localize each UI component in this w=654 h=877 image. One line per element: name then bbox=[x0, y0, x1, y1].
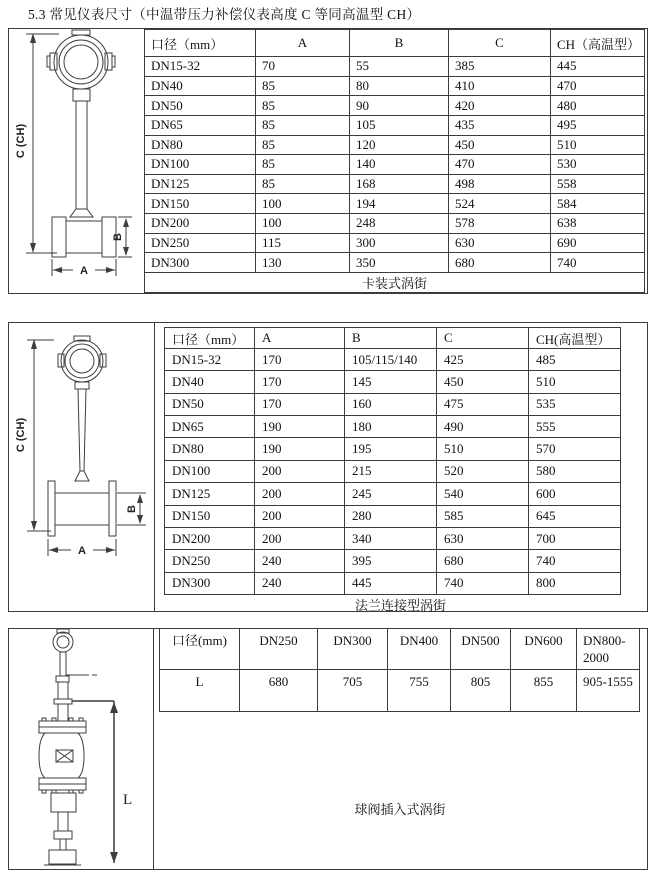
table-row bbox=[165, 550, 621, 572]
table-cell: 600 bbox=[529, 483, 621, 505]
flange-type-label: 法兰连接型涡街 bbox=[354, 598, 446, 613]
table-cell: DN50 bbox=[145, 96, 256, 116]
clamp-dimensions-table bbox=[144, 29, 645, 293]
table-cell: 340 bbox=[345, 527, 437, 549]
table-cell: DN50 bbox=[165, 393, 255, 415]
table-cell: DN200 bbox=[145, 214, 256, 234]
table-cell: 194 bbox=[350, 194, 449, 214]
table-cell: 570 bbox=[529, 438, 621, 460]
table-cell: 130 bbox=[256, 253, 350, 273]
column-header: DN600 bbox=[511, 629, 577, 670]
column-header: DN500 bbox=[451, 629, 511, 670]
table-cell: DN125 bbox=[165, 483, 255, 505]
header-row bbox=[160, 629, 640, 670]
table-cell: DN40 bbox=[145, 76, 256, 96]
table-row bbox=[165, 483, 621, 505]
table-cell: 85 bbox=[256, 155, 350, 175]
table-row bbox=[165, 393, 621, 415]
table-cell: 190 bbox=[255, 416, 345, 438]
table-cell: 855 bbox=[511, 670, 577, 712]
column-header: DN800-2000 bbox=[577, 629, 640, 670]
section-flange-type bbox=[8, 322, 648, 612]
table-cell: 905-1555 bbox=[577, 670, 640, 712]
table-row bbox=[145, 214, 645, 234]
insertion-dimensions-table bbox=[159, 628, 640, 712]
table-cell: L bbox=[160, 670, 240, 712]
table-cell: 755 bbox=[388, 670, 451, 712]
table-cell: 470 bbox=[551, 76, 645, 96]
table-cell: 200 bbox=[255, 505, 345, 527]
table-cell: 280 bbox=[345, 505, 437, 527]
table-cell: 630 bbox=[437, 527, 529, 549]
table-row bbox=[145, 233, 645, 253]
table-cell: 248 bbox=[350, 214, 449, 234]
dim-label-b: B bbox=[126, 505, 138, 513]
table-cell: 240 bbox=[255, 550, 345, 572]
section-divider bbox=[153, 629, 154, 869]
column-header: DN400 bbox=[388, 629, 451, 670]
table-cell: 535 bbox=[529, 393, 621, 415]
table-cell: 445 bbox=[551, 57, 645, 77]
table-footer-row bbox=[145, 273, 645, 293]
table-cell: 510 bbox=[551, 135, 645, 155]
table-cell: DN250 bbox=[145, 233, 256, 253]
table-cell: 445 bbox=[345, 572, 437, 594]
table-row bbox=[145, 57, 645, 77]
table-row bbox=[145, 115, 645, 135]
table-cell: 190 bbox=[255, 438, 345, 460]
column-header: 口径（mm） bbox=[145, 30, 256, 57]
table-row bbox=[165, 572, 621, 594]
dim-label-b: B bbox=[112, 233, 124, 241]
table-cell: 55 bbox=[350, 57, 449, 77]
table-row bbox=[165, 527, 621, 549]
column-header: A bbox=[256, 30, 350, 57]
dim-label-a: A bbox=[80, 265, 88, 277]
insertion-vortex-flowmeter-drawing bbox=[9, 629, 153, 869]
dim-label-c-ch: C (CH) bbox=[15, 417, 27, 453]
table-cell: 435 bbox=[449, 115, 551, 135]
insertion-type-label: 球阀插入式涡街 bbox=[354, 802, 446, 817]
table-row bbox=[145, 194, 645, 214]
table-cell: 530 bbox=[551, 155, 645, 175]
table-cell: 645 bbox=[529, 505, 621, 527]
table-cell: DN150 bbox=[165, 505, 255, 527]
table-cell: 495 bbox=[551, 115, 645, 135]
table-cell: 410 bbox=[449, 76, 551, 96]
table-cell: 350 bbox=[350, 253, 449, 273]
table-cell: 85 bbox=[256, 135, 350, 155]
table-cell: 420 bbox=[449, 96, 551, 116]
table-cell: 180 bbox=[345, 416, 437, 438]
table-cell: 160 bbox=[345, 393, 437, 415]
table-cell: 805 bbox=[451, 670, 511, 712]
table-cell: 100 bbox=[256, 214, 350, 234]
table-cell: 395 bbox=[345, 550, 437, 572]
table-cell: 740 bbox=[437, 572, 529, 594]
table-cell: DN200 bbox=[165, 527, 255, 549]
column-header: A bbox=[255, 328, 345, 349]
table-cell: 740 bbox=[551, 253, 645, 273]
header-row bbox=[145, 30, 645, 57]
table-cell: 524 bbox=[449, 194, 551, 214]
table-row bbox=[165, 416, 621, 438]
table-cell: 240 bbox=[255, 572, 345, 594]
clamp-vortex-flowmeter-drawing bbox=[9, 29, 144, 293]
table-cell: DN100 bbox=[165, 460, 255, 482]
table-cell: 578 bbox=[449, 214, 551, 234]
column-header: B bbox=[350, 30, 449, 57]
table-cell: DN150 bbox=[145, 194, 256, 214]
table-cell: 510 bbox=[437, 438, 529, 460]
table-cell: 580 bbox=[529, 460, 621, 482]
table-row bbox=[145, 155, 645, 175]
table-cell: 425 bbox=[437, 349, 529, 371]
table-cell: 300 bbox=[350, 233, 449, 253]
column-header: CH(高温型） bbox=[529, 328, 621, 349]
table-row bbox=[165, 460, 621, 482]
table-cell: DN300 bbox=[145, 253, 256, 273]
table-cell: 680 bbox=[437, 550, 529, 572]
table-cell: 90 bbox=[350, 96, 449, 116]
table-cell: 170 bbox=[255, 371, 345, 393]
table-cell: 540 bbox=[437, 483, 529, 505]
table-cell: DN125 bbox=[145, 174, 256, 194]
section-clamp-type bbox=[8, 28, 648, 294]
table-cell: 705 bbox=[318, 670, 388, 712]
table-cell: 385 bbox=[449, 57, 551, 77]
table-cell: 490 bbox=[437, 416, 529, 438]
table-cell: 120 bbox=[350, 135, 449, 155]
table-row bbox=[145, 253, 645, 273]
table-cell: 498 bbox=[449, 174, 551, 194]
table-cell: DN300 bbox=[165, 572, 255, 594]
flange-vortex-flowmeter-drawing bbox=[9, 323, 154, 611]
table-cell: 85 bbox=[256, 115, 350, 135]
table-row bbox=[165, 438, 621, 460]
table-row bbox=[165, 349, 621, 371]
table-cell: 638 bbox=[551, 214, 645, 234]
table-cell: DN65 bbox=[145, 115, 256, 135]
table-cell: 555 bbox=[529, 416, 621, 438]
table-cell: 215 bbox=[345, 460, 437, 482]
table-cell: 480 bbox=[551, 96, 645, 116]
table-cell: 450 bbox=[449, 135, 551, 155]
table-cell: 680 bbox=[449, 253, 551, 273]
table-cell: 195 bbox=[345, 438, 437, 460]
table-cell: 115 bbox=[256, 233, 350, 253]
section-divider bbox=[154, 323, 155, 611]
table-cell: 200 bbox=[255, 527, 345, 549]
column-header: CH（高温型） bbox=[551, 30, 645, 57]
table-cell: 700 bbox=[529, 527, 621, 549]
table-cell: DN65 bbox=[165, 416, 255, 438]
table-cell: 690 bbox=[551, 233, 645, 253]
table-row bbox=[145, 135, 645, 155]
table-cell: 584 bbox=[551, 194, 645, 214]
table-row bbox=[160, 670, 640, 712]
table-cell: 680 bbox=[240, 670, 318, 712]
table-cell: 100 bbox=[256, 194, 350, 214]
column-header: B bbox=[345, 328, 437, 349]
table-cell: 85 bbox=[256, 174, 350, 194]
table-cell: 630 bbox=[449, 233, 551, 253]
column-header: DN250 bbox=[240, 629, 318, 670]
table-cell: 470 bbox=[449, 155, 551, 175]
table-row bbox=[145, 174, 645, 194]
table-cell: DN15-32 bbox=[145, 57, 256, 77]
table-cell: 475 bbox=[437, 393, 529, 415]
dim-label-a: A bbox=[78, 545, 86, 557]
table-cell: 85 bbox=[256, 96, 350, 116]
table-cell: 585 bbox=[437, 505, 529, 527]
table-row bbox=[145, 96, 645, 116]
column-header: C bbox=[437, 328, 529, 349]
table-cell: DN100 bbox=[145, 155, 256, 175]
table-cell: 105 bbox=[350, 115, 449, 135]
table-cell: DN80 bbox=[145, 135, 256, 155]
table-cell: DN15-32 bbox=[165, 349, 255, 371]
table-cell: 70 bbox=[256, 57, 350, 77]
table-cell: 450 bbox=[437, 371, 529, 393]
column-header: DN300 bbox=[318, 629, 388, 670]
table-cell: 140 bbox=[350, 155, 449, 175]
table-cell: DN250 bbox=[165, 550, 255, 572]
table-cell: 200 bbox=[255, 483, 345, 505]
column-header: 口径(mm) bbox=[160, 629, 240, 670]
table-cell: 520 bbox=[437, 460, 529, 482]
table-cell: 245 bbox=[345, 483, 437, 505]
table-cell: 105/115/140 bbox=[345, 349, 437, 371]
table-row bbox=[165, 505, 621, 527]
clamp-type-label: 卡装式涡街 bbox=[145, 273, 645, 293]
table-cell: 85 bbox=[256, 76, 350, 96]
table-cell: 170 bbox=[255, 349, 345, 371]
table-cell: 485 bbox=[529, 349, 621, 371]
flange-dimensions-table bbox=[164, 327, 621, 595]
page-title: 5.3 常见仪表尺寸（中温带压力补偿仪表高度 C 等同高温型 CH） bbox=[28, 7, 421, 22]
dim-label-l: L bbox=[123, 792, 133, 808]
table-cell: DN40 bbox=[165, 371, 255, 393]
dim-label-c-ch: C (CH) bbox=[15, 123, 27, 159]
table-cell: 145 bbox=[345, 371, 437, 393]
column-header: C bbox=[449, 30, 551, 57]
table-cell: 168 bbox=[350, 174, 449, 194]
section-insertion-type bbox=[8, 628, 648, 870]
table-cell: DN80 bbox=[165, 438, 255, 460]
table-cell: 510 bbox=[529, 371, 621, 393]
table-cell: 170 bbox=[255, 393, 345, 415]
table-cell: 80 bbox=[350, 76, 449, 96]
header-row bbox=[165, 328, 621, 349]
table-cell: 200 bbox=[255, 460, 345, 482]
table-row bbox=[145, 76, 645, 96]
table-cell: 740 bbox=[529, 550, 621, 572]
column-header: 口径（mm） bbox=[165, 328, 255, 349]
table-row bbox=[165, 371, 621, 393]
table-cell: 800 bbox=[529, 572, 621, 594]
table-cell: 558 bbox=[551, 174, 645, 194]
